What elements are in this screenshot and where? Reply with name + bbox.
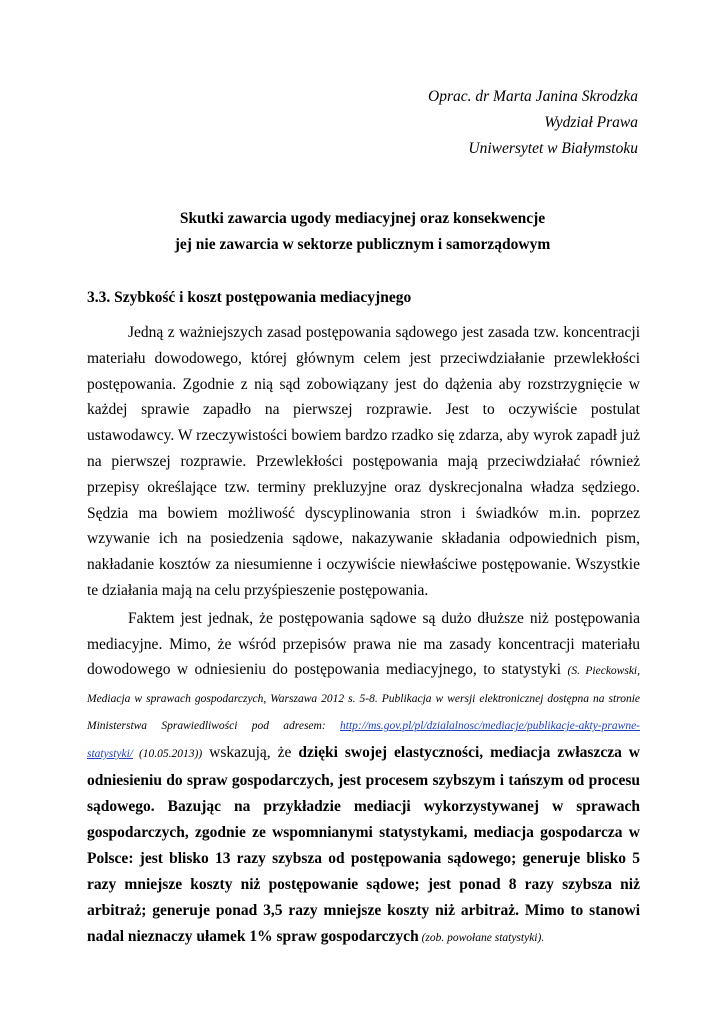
document-title: [0, 206, 725, 258]
citation-link[interactable]: http://ms.gov.pl/pl/dzialalnosc/mediacje/publikacje-akty-prawne-statystyki/: [87, 720, 640, 760]
author-block: [428, 84, 638, 162]
author-university: Uniwersytet w Białymstoku: [468, 140, 638, 157]
author-faculty: Wydział Prawa: [544, 114, 638, 131]
citation-date: (10.05.2013)): [133, 747, 203, 760]
paragraph-1: Jedną z ważniejszych zasad postępowania sądowego jest zasada tzw. koncentracji materiału dowodowego, której głównym celem jest przeciwdziałanie przewlekłości postępowania. Zgodnie z nią sąd zobowiązany jest do dążenia aby rozstrzygnięcie w każdej sprawie zapadło na pierwszej rozprawie. Jest to oczywiście postulat ustawodawcy. W rzeczywistości bowiem bardzo rzadko się zdarza, aby wyrok zapadł już na pierwszej rozprawie. Przewlekłości postępowania mają przeciwdziałać również przepisy określające tzw. terminy prekluzyjne oraz dyskrecjonalna władza sędziego. Sędzia ma bowiem możliwość dyscyplinowania stron i świadków m.in. poprzez wzywanie ich na posiedzenia sądowe, nakazywanie składania odpowiednich pism, nakładanie kosztów za niesumienne i oczywiście niewłaściwe postępowanie. Wszystkie te działania mają na celu przyśpieszenie postępowania.: [87, 324, 640, 599]
section-heading: 3.3. Szybkość i koszt postępowania mediacyjnego: [87, 289, 412, 306]
title-line-2: jej nie zawarcia w sektorze publicznym i samorządowym: [174, 236, 551, 253]
citation-text: (S. Pieckowski, Mediacja w sprawach gospodarczych, Warszawa 2012 s. 5-8. Publikacja w wersji elektronicznej dostępna na stronie Ministerstwa Sprawiedliwości pod adresem:: [87, 665, 641, 733]
paragraph-2-emphasis: dzięki swojej elastyczności, mediacja zwłaszcza w odniesieniu do spraw gospodarczych, jest procesem szybszym i tańszym od procesu sądowego. Bazując na przykładzie mediacji wykorzystywanej w sprawach gospodarczych, zgodnie ze wspomnianymi statystykami, mediacja gospodarcza w Polsce: jest blisko 13 razy szybsza od postępowania sądowego; generuje blisko 5 razy mniejsze koszty niż postępowanie sądowe; jest ponad 8 razy szybsza niż arbitraż; generuje ponad 3,5 razy mniejsze koszty niż arbitraż. Mimo to stanowi nadal nieznaczy ułamek 1% spraw gospodarczych: [87, 743, 640, 945]
paragraph-2-intro: Faktem jest jednak, że postępowania sądowe są dużo dłuższe niż postępowania mediacyjne. Mimo, że wśród przepisów prawa nie ma zasady koncentracji materiału dowodowego w odniesieniu do postępowania mediacyjnego, to statystyki: [87, 610, 640, 679]
paragraph-2-connector: wskazują, że: [202, 743, 299, 761]
closing-citation: (zob. powołane statystyki).: [418, 931, 545, 944]
title-line-1: Skutki zawarcia ugody mediacyjnej oraz konsekwencje: [179, 210, 546, 227]
paragraph-2: [87, 606, 640, 951]
author-name: Oprac. dr Marta Janina Skrodzka: [428, 88, 638, 105]
